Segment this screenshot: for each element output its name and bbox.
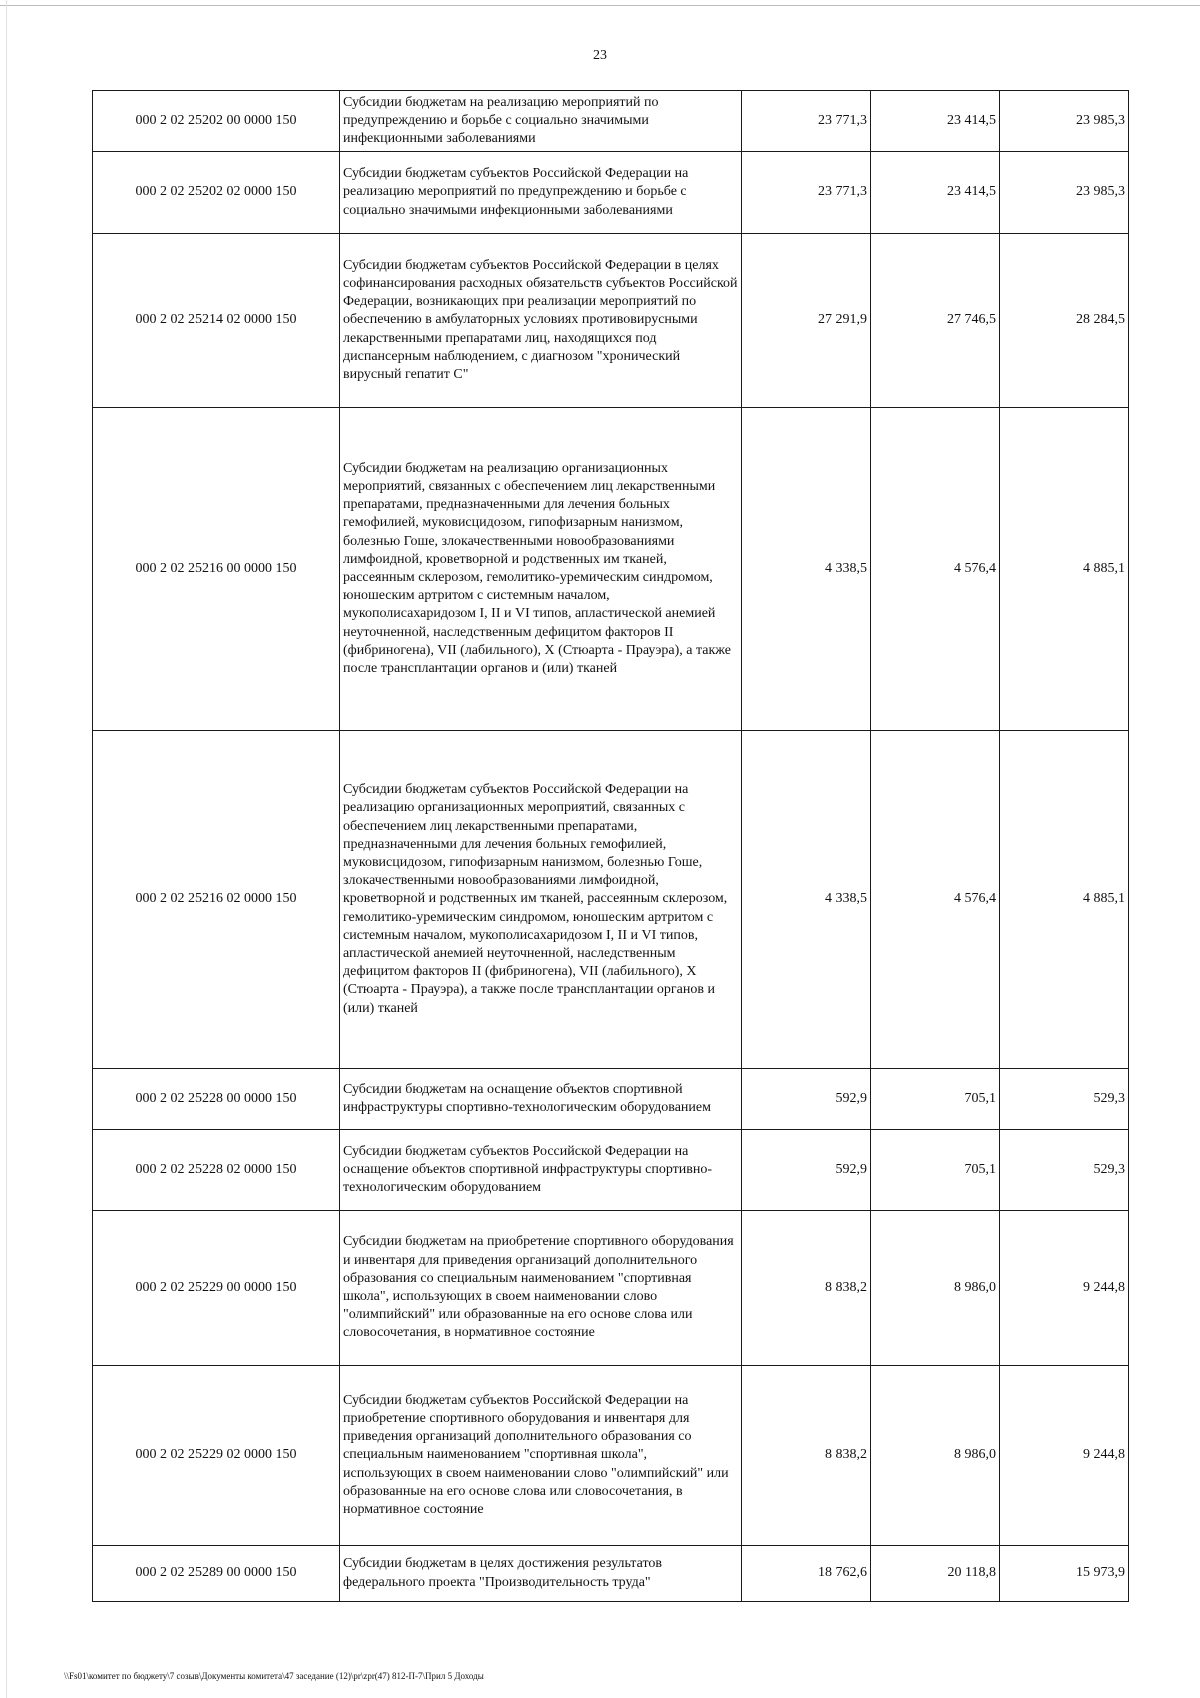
row-value-2: 705,1 — [871, 1069, 1000, 1130]
row-value-3: 15 973,9 — [1000, 1546, 1129, 1602]
row-description: Субсидии бюджетам субъектов Российской Федерации на приобретение спортивного оборудования и инвентаря для приведения организаций дополнительного образования со специальным наименованием "спортивная школа", использующих в своем наименовании слово "олимпийский" или образованные на его основе слова или словосочетания, в нормативное состояние — [340, 1366, 742, 1546]
row-value-2: 8 986,0 — [871, 1366, 1000, 1546]
row-description: Субсидии бюджетам субъектов Российской Федерации на реализацию мероприятий по предупреждению и борьбе с социально значимыми инфекционными заболеваниями — [340, 152, 742, 234]
row-description: Субсидии бюджетам на приобретение спортивного оборудования и инвентаря для приведения организаций дополнительного образования со специальным наименованием "спортивная школа", использующих в своем наименовании слово "олимпийский" или образованные на его основе слова или словосочетания, в нормативное состояние — [340, 1211, 742, 1366]
row-description: Субсидии бюджетам субъектов Российской Федерации на оснащение объектов спортивной инфраструктуры спортивно-технологическим оборудованием — [340, 1130, 742, 1211]
row-description: Субсидии бюджетам на реализацию организационных мероприятий, связанных с обеспечением лиц лекарственными препаратами, предназначенными для лечения больных гемофилией, муковисцидозом, гипофизарным нанизмом, болезнью Гоше, злокачественными новообразованиями лимфоидной, кроветворной и родственных им тканей, рассеянным склерозом, гемолитико-уремическим синдромом, юношеским артритом с системным началом, мукополисахаридозом I, II и VI типов, апластической анемией неуточненной, наследственным дефицитом факторов II (фибриногена), VII (лабильного), X (Стюарта - Прауэра), а также после трансплантации органов и (или) тканей — [340, 408, 742, 731]
scan-edge-top — [0, 5, 1200, 6]
row-value-1: 23 771,3 — [742, 91, 871, 152]
row-value-2: 23 414,5 — [871, 152, 1000, 234]
row-code: 000 2 02 25289 00 0000 150 — [93, 1546, 340, 1602]
row-description: Субсидии бюджетам на реализацию мероприятий по предупреждению и борьбе с социально значимыми инфекционными заболеваниями — [340, 91, 742, 152]
row-description: Субсидии бюджетам в целях достижения результатов федерального проекта "Производительность труда" — [340, 1546, 742, 1602]
row-value-3: 23 985,3 — [1000, 152, 1129, 234]
footer-file-path: \\Fs01\комитет по бюджету\7 созыв\Документы комитета\47 заседание (12)\pr\zpr(47) 812-П-7\Прил 5 Доходы — [64, 1671, 484, 1681]
row-value-1: 4 338,5 — [742, 731, 871, 1069]
table-row — [93, 152, 1129, 234]
row-code: 000 2 02 25202 00 0000 150 — [93, 91, 340, 152]
row-value-2: 4 576,4 — [871, 408, 1000, 731]
scan-edge-left — [6, 0, 7, 1698]
row-code: 000 2 02 25229 02 0000 150 — [93, 1366, 340, 1546]
row-code: 000 2 02 25202 02 0000 150 — [93, 152, 340, 234]
row-value-1: 8 838,2 — [742, 1211, 871, 1366]
row-code: 000 2 02 25216 02 0000 150 — [93, 731, 340, 1069]
table-row — [93, 731, 1129, 1069]
row-value-2: 705,1 — [871, 1130, 1000, 1211]
row-description: Субсидии бюджетам субъектов Российской Федерации в целях софинансирования расходных обязательств субъектов Российской Федерации, возникающих при реализации мероприятий по обеспечению в амбулаторных условиях противовирусными лекарственными препаратами лиц, находящихся под диспансерным наблюдением, с диагнозом "хронический вирусный гепатит C" — [340, 234, 742, 408]
row-value-1: 4 338,5 — [742, 408, 871, 731]
budget-table — [92, 90, 1129, 1602]
row-value-3: 4 885,1 — [1000, 408, 1129, 731]
row-code: 000 2 02 25216 00 0000 150 — [93, 408, 340, 731]
table-row — [93, 1211, 1129, 1366]
row-code: 000 2 02 25228 02 0000 150 — [93, 1130, 340, 1211]
row-value-2: 8 986,0 — [871, 1211, 1000, 1366]
row-description: Субсидии бюджетам субъектов Российской Федерации на реализацию организационных мероприятий, связанных с обеспечением лиц лекарственными препаратами, предназначенными для лечения больных гемофилией, муковисцидозом, гипофизарным нанизмом, болезнью Гоше, злокачественными новообразованиями лимфоидной, кроветворной и родственных им тканей, рассеянным склерозом, гемолитико-уремическим синдромом, юношеским артритом с системным началом, мукополисахаридозом I, II и VI типов, апластической анемией неуточненной, наследственным дефицитом факторов II (фибриногена), VII (лабильного), X (Стюарта - Прауэра), а также после трансплантации органов и (или) тканей — [340, 731, 742, 1069]
row-value-1: 27 291,9 — [742, 234, 871, 408]
row-value-3: 9 244,8 — [1000, 1211, 1129, 1366]
table-row — [93, 91, 1129, 152]
row-description: Субсидии бюджетам на оснащение объектов спортивной инфраструктуры спортивно-технологическим оборудованием — [340, 1069, 742, 1130]
table-row — [93, 1546, 1129, 1602]
table-row — [93, 1130, 1129, 1211]
row-code: 000 2 02 25228 00 0000 150 — [93, 1069, 340, 1130]
row-value-1: 592,9 — [742, 1130, 871, 1211]
table-row — [93, 408, 1129, 731]
page-number: 23 — [593, 48, 607, 63]
row-value-1: 8 838,2 — [742, 1366, 871, 1546]
row-value-3: 28 284,5 — [1000, 234, 1129, 408]
row-code: 000 2 02 25214 02 0000 150 — [93, 234, 340, 408]
row-code: 000 2 02 25229 00 0000 150 — [93, 1211, 340, 1366]
row-value-1: 18 762,6 — [742, 1546, 871, 1602]
table-row — [93, 1069, 1129, 1130]
row-value-2: 20 118,8 — [871, 1546, 1000, 1602]
table-row — [93, 1366, 1129, 1546]
row-value-3: 9 244,8 — [1000, 1366, 1129, 1546]
row-value-3: 529,3 — [1000, 1130, 1129, 1211]
row-value-2: 27 746,5 — [871, 234, 1000, 408]
row-value-2: 4 576,4 — [871, 731, 1000, 1069]
row-value-3: 529,3 — [1000, 1069, 1129, 1130]
row-value-1: 592,9 — [742, 1069, 871, 1130]
row-value-3: 23 985,3 — [1000, 91, 1129, 152]
row-value-2: 23 414,5 — [871, 91, 1000, 152]
row-value-1: 23 771,3 — [742, 152, 871, 234]
table-row — [93, 234, 1129, 408]
row-value-3: 4 885,1 — [1000, 731, 1129, 1069]
